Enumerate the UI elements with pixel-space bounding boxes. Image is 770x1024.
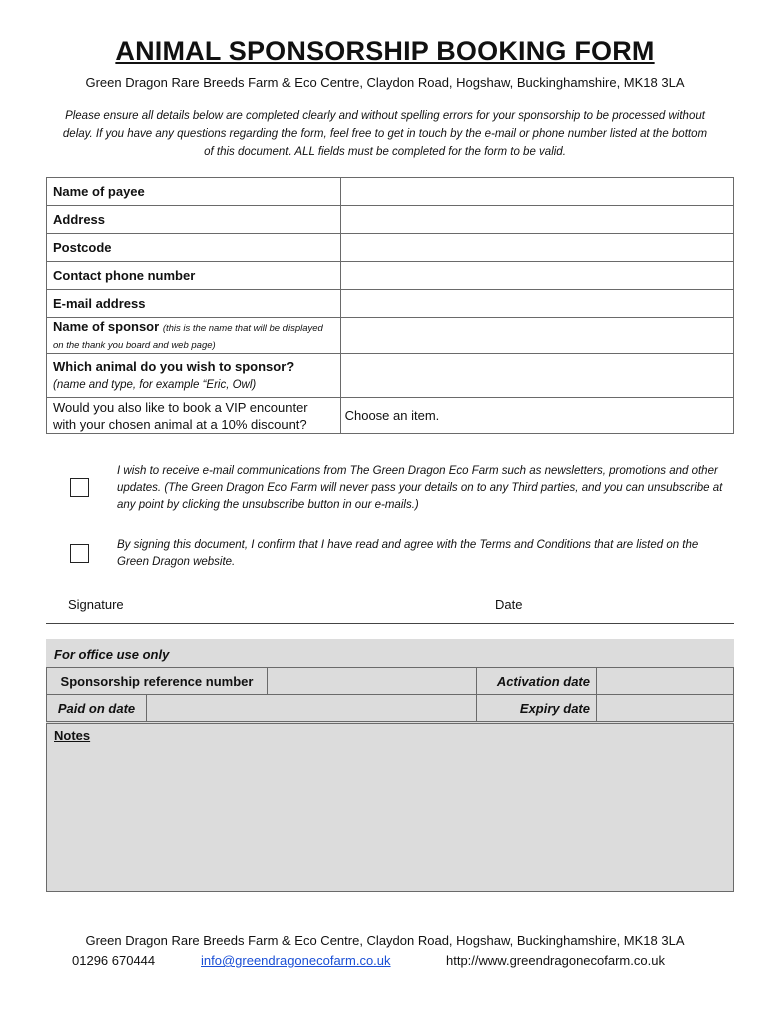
- terms-checkbox[interactable]: [70, 544, 89, 563]
- phone-field[interactable]: [340, 262, 733, 290]
- sponsor-note: (this is the name that will be displayed on the thank you board and web page): [53, 322, 323, 351]
- address-label: Address: [47, 206, 341, 234]
- form-instructions: Please ensure all details below are completed clearly and without spelling errors for your sponsorship to be processed without delay. If you have any questions regarding the form, feel free to get in touch by the e-mail or phone number listed at the bottom of this document. ALL fields must be completed for the form to be valid.: [62, 110, 708, 158]
- sponsor-details-table: [46, 177, 734, 434]
- form-title: ANIMAL SPONSORSHIP BOOKING FORM: [115, 36, 655, 66]
- footer-website[interactable]: http://www.greendragonecofarm.co.uk: [446, 953, 665, 968]
- office-use-section: [46, 639, 734, 892]
- footer-phone: 01296 670444: [72, 953, 156, 968]
- postcode-label: Postcode: [47, 234, 341, 262]
- expiry-field[interactable]: [597, 695, 734, 722]
- office-use-table: [46, 667, 734, 722]
- activation-label: Activation date: [477, 668, 597, 695]
- date-label: Date: [495, 597, 523, 612]
- sponsor-field[interactable]: [340, 318, 733, 354]
- vip-dropdown[interactable]: Choose an item.: [340, 398, 733, 434]
- sponsor-label: Name of sponsor: [53, 318, 160, 334]
- animal-note: (name and type, for example “Eric, Owl): [53, 378, 257, 391]
- sponsor-label-cell: [47, 318, 341, 354]
- phone-label: Contact phone number: [47, 262, 341, 290]
- paid-on-label: Paid on date: [47, 695, 147, 722]
- farm-address-header: Green Dragon Rare Breeds Farm & Eco Centre, Claydon Road, Hogshaw, Buckinghamshire, MK18 3LA: [85, 75, 685, 90]
- reference-field[interactable]: [268, 668, 477, 695]
- address-field[interactable]: [340, 206, 733, 234]
- signature-label: Signature: [68, 597, 124, 612]
- office-use-heading: For office use only: [54, 647, 170, 662]
- terms-consent-text: By signing this document, I confirm that I have read and agree with the Terms and Conditions that are listed on the Green Dragon website.: [117, 539, 699, 568]
- email-field[interactable]: [340, 290, 733, 318]
- expiry-label: Expiry date: [477, 695, 597, 722]
- signature-line[interactable]: [46, 623, 734, 624]
- activation-field[interactable]: [597, 668, 734, 695]
- reference-label: Sponsorship reference number: [47, 668, 268, 695]
- paid-on-field[interactable]: [147, 695, 477, 722]
- email-label: E-mail address: [47, 290, 341, 318]
- animal-label: Which animal do you wish to sponsor?: [53, 358, 295, 374]
- footer-email-link[interactable]: info@greendragonecofarm.co.uk: [201, 953, 391, 968]
- vip-label: Would you also like to book a VIP encounter with your chosen animal at a 10% discount?: [47, 398, 341, 434]
- footer-address: Green Dragon Rare Breeds Farm & Eco Centre, Claydon Road, Hogshaw, Buckinghamshire, MK18 3LA: [85, 933, 685, 948]
- animal-label-cell: [47, 354, 341, 398]
- newsletter-checkbox[interactable]: [70, 478, 89, 497]
- payee-field[interactable]: [340, 178, 733, 206]
- notes-label: Notes: [54, 728, 91, 743]
- newsletter-consent-text: I wish to receive e-mail communications from The Green Dragon Eco Farm such as newsletters, promotions and other updates. (The Green Dragon Eco Farm will never pass your details on to any Third parties, and you can unsubscribe at any point by clicking the unsubscribe button in our e-mails.): [117, 465, 723, 511]
- payee-label: Name of payee: [47, 178, 341, 206]
- notes-field[interactable]: [46, 723, 734, 892]
- postcode-field[interactable]: [340, 234, 733, 262]
- animal-field[interactable]: [340, 354, 733, 398]
